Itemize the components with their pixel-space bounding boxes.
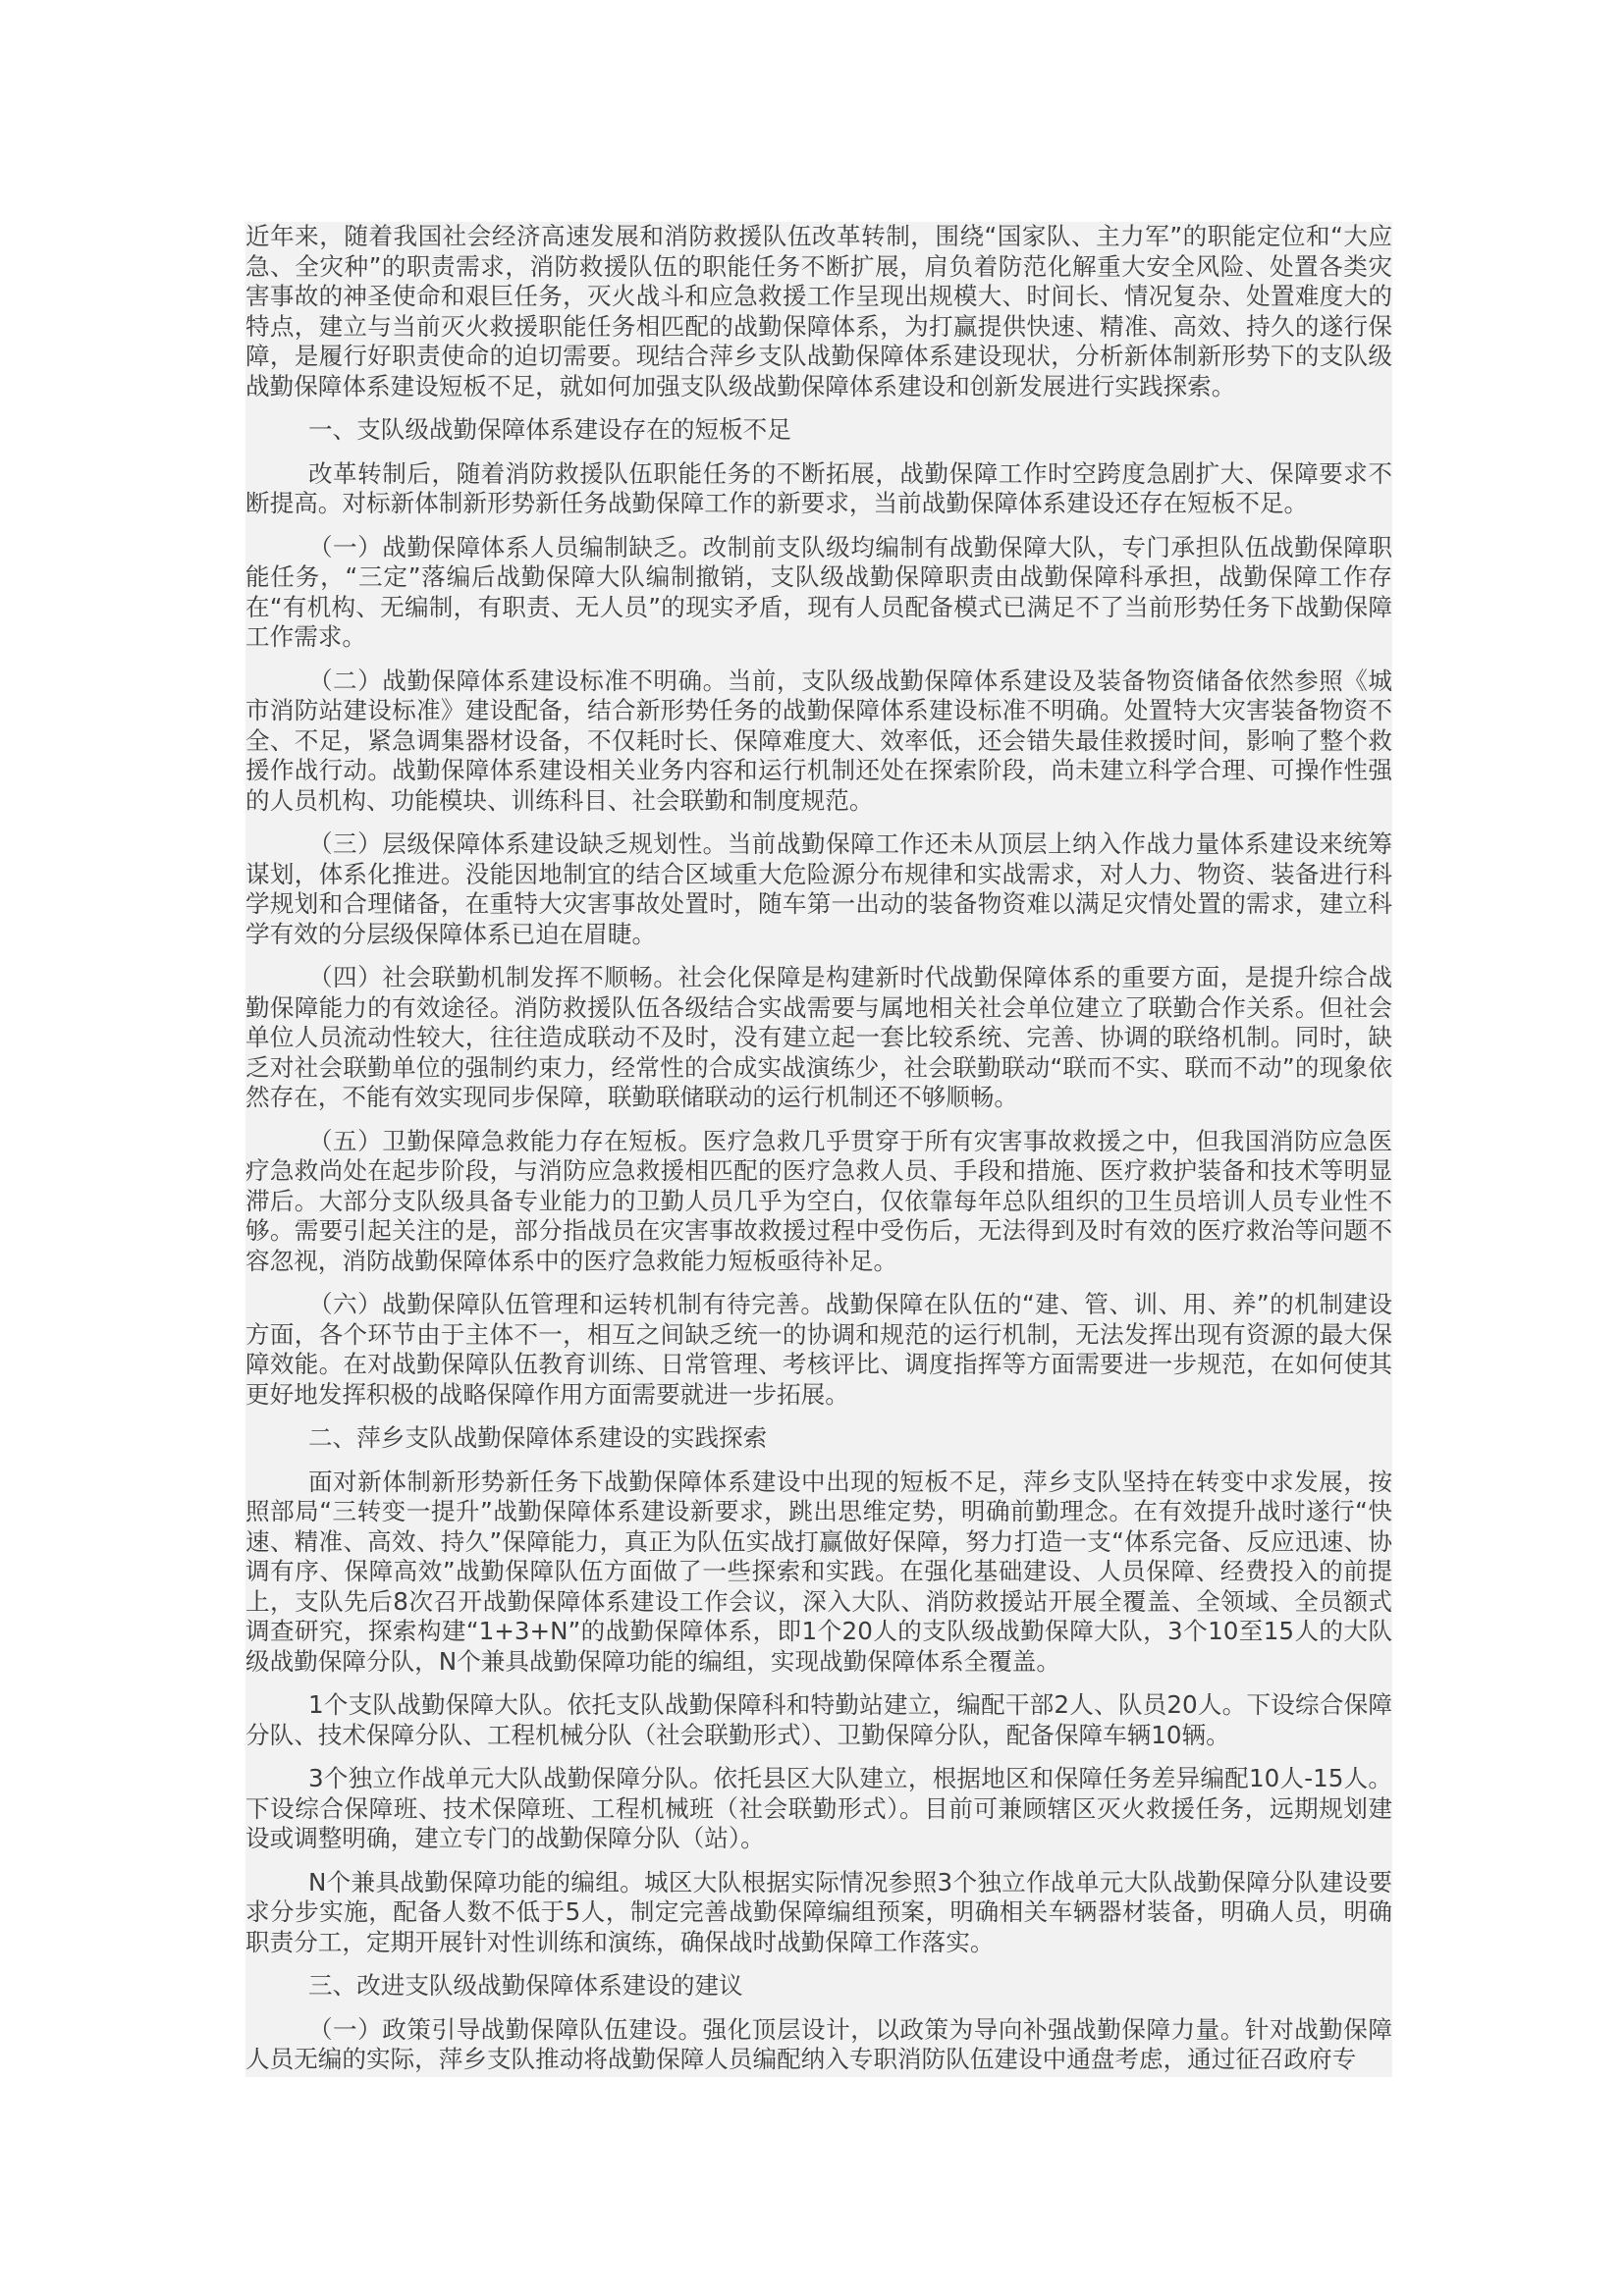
intro-paragraph: 近年来，随着我国社会经济高速发展和消防救援队伍改革转制，围绕“国家队、主力军”的职能定位和“大应急、全灾种”的职责需求，消防救援队伍的职能任务不断扩展，肩负着防范化解重大安全风险、处置各类灾害事故的神圣使命和艰巨任务，灭火战斗和应急救援工作呈现出规模大、时间长、情况复杂、处置难度大的特点，建立与当前灭火救援职能任务相匹配的战勤保障体系，为打赢提供快速、精准、高效、持久的遂行保障，是履行好职责使命的迫切需要。现结合萍乡支队战勤保障体系建设现状，分析新体制新形势下的支队级战勤保障体系建设短板不足，就如何加强支队级战勤保障体系建设和创新发展进行实践探索。 (245, 222, 1392, 400)
paragraph: 3个独立作战单元大队战勤保障分队。依托县区大队建立，根据地区和保障任务差异编配10人-15人。下设综合保障班、技术保障班、工程机械班（社会联勤形式）。目前可兼顾辖区灭火救援任务，远期规划建设或调整明确，建立专门的战勤保障分队（站）。 (245, 1764, 1392, 1852)
paragraph: （六）战勤保障队伍管理和运转机制有待完善。战勤保障在队伍的“建、管、训、用、养”的机制建设方面，各个环节由于主体不一，相互之间缺乏统一的协调和规范的运行机制，无法发挥出现有资源的最大保障效能。在对战勤保障队伍教育训练、日常管理、考核评比、调度指挥等方面需要进一步规范，在如何使其更好地发挥积极的战略保障作用方面需要就进一步拓展。 (245, 1290, 1392, 1409)
section-heading-3: 三、改进支队级战勤保障体系建设的建议 (307, 1971, 743, 2000)
paragraph: 面对新体制新形势新任务下战勤保障体系建设中出现的短板不足，萍乡支队坚持在转变中求发展，按照部局“三转变一提升”战勤保障体系建设新要求，跳出思维定势，明确前勤理念。在有效提升战时遂行“快速、精准、高效、持久”保障能力，真正为队伍实战打赢做好保障，努力打造一支“体系完备、反应迅速、协调有序、保障高效”战勤保障队伍方面做了一些探索和实践。在强化基础建设、人员保障、经费投入的前提上，支队先后8次召开战勤保障体系建设工作会议，深入大队、消防救援站开展全覆盖、全领域、全员额式调查研究，探索构建“1+3+N”的战勤保障体系，即1个20人的支队级战勤保障大队，3个10至15人的大队级战勤保障分队，N个兼具战勤保障功能的编组，实现战勤保障体系全覆盖。 (245, 1467, 1392, 1676)
paragraph: 改革转制后，随着消防救援队伍职能任务的不断拓展，战勤保障工作时空跨度急剧扩大、保障要求不断提高。对标新体制新形势新任务战勤保障工作的新要求，当前战勤保障体系建设还存在短板不足。 (245, 458, 1392, 517)
section-heading-1: 一、支队级战勤保障体系建设存在的短板不足 (307, 415, 791, 444)
section-heading-2: 二、萍乡支队战勤保障体系建设的实践探索 (307, 1423, 768, 1452)
paragraph: （四）社会联勤机制发挥不顺畅。社会化保障是构建新时代战勤保障体系的重要方面，是提升综合战勤保障能力的有效途径。消防救援队伍各级结合实战需要与属地相关社会单位建立了联勤合作关系。但社会单位人员流动性较大，往往造成联动不及时，没有建立起一套比较系统、完善、协调的联络机制。同时，缺乏对社会联勤单位的强制约束力，经常性的合成实战演练少，社会联勤联动“联而不实、联而不动”的现象依然存在，不能有效实现同步保障，联勤联储联动的运行机制还不够顺畅。 (245, 963, 1392, 1111)
paragraph: （三）层级保障体系建设缺乏规划性。当前战勤保障工作还未从顶层上纳入作战力量体系建设来统筹谋划，体系化推进。没能因地制宜的结合区域重大危险源分布规律和实战需求，对人力、物资、装备进行科学规划和合理储备，在重特大灾害事故处置时，随车第一出动的装备物资难以满足灾情处置的需求，建立科学有效的分层级保障体系已迫在眉睫。 (245, 829, 1392, 948)
paragraph: N个兼具战勤保障功能的编组。城区大队根据实际情况参照3个独立作战单元大队战勤保障分队建设要求分步实施，配备人数不低于5人，制定完善战勤保障编组预案，明确相关车辆器材装备，明确人员，明确职责分工，定期开展针对性训练和演练，确保战时战勤保障工作落实。 (245, 1867, 1392, 1956)
document-body (245, 222, 1392, 2077)
paragraph: 1个支队战勤保障大队。依托支队战勤保障科和特勤站建立，编配干部2人、队员20人。下设综合保障分队、技术保障分队、工程机械分队（社会联勤形式）、卫勤保障分队，配备保障车辆10辆。 (245, 1690, 1392, 1749)
paragraph: （二）战勤保障体系建设标准不明确。当前，支队级战勤保障体系建设及装备物资储备依然参照《城市消防站建设标准》建设配备，结合新形势任务的战勤保障体系建设标准不明确。处置特大灾害装备物资不全、不足，紧急调集器材设备，不仅耗时长、保障难度大、效率低，还会错失最佳救援时间，影响了整个救援作战行动。战勤保障体系建设相关业务内容和运行机制还处在探索阶段，尚未建立科学合理、可操作性强的人员机构、功能模块、训练科目、社会联勤和制度规范。 (245, 666, 1392, 815)
paragraph: （五）卫勤保障急救能力存在短板。医疗急救几乎贯穿于所有灾害事故救援之中，但我国消防应急医疗急救尚处在起步阶段，与消防应急救援相匹配的医疗急救人员、手段和措施、医疗救护装备和技术等明显滞后。大部分支队级具备专业能力的卫勤人员几乎为空白，仅依靠每年总队组织的卫生员培训人员专业性不够。需要引起关注的是，部分指战员在灾害事故救援过程中受伤后，无法得到及时有效的医疗救治等问题不容忽视，消防战勤保障体系中的医疗急救能力短板亟待补足。 (245, 1126, 1392, 1275)
paragraph: （一）政策引导战勤保障队伍建设。强化顶层设计，以政策为导向补强战勤保障力量。针对战勤保障人员无编的实际，萍乡支队推动将战勤保障人员编配纳入专职消防队伍建设中通盘考虑，通过征召政府专 (245, 2014, 1392, 2073)
paragraph: （一）战勤保障体系人员编制缺乏。改制前支队级均编制有战勤保障大队，专门承担队伍战勤保障职能任务，“三定”落编后战勤保障大队编制撤销，支队级战勤保障职责由战勤保障科承担，战勤保障工作存在“有机构、无编制，有职责、无人员”的现实矛盾，现有人员配备模式已满足不了当前形势任务下战勤保障工作需求。 (245, 532, 1392, 651)
